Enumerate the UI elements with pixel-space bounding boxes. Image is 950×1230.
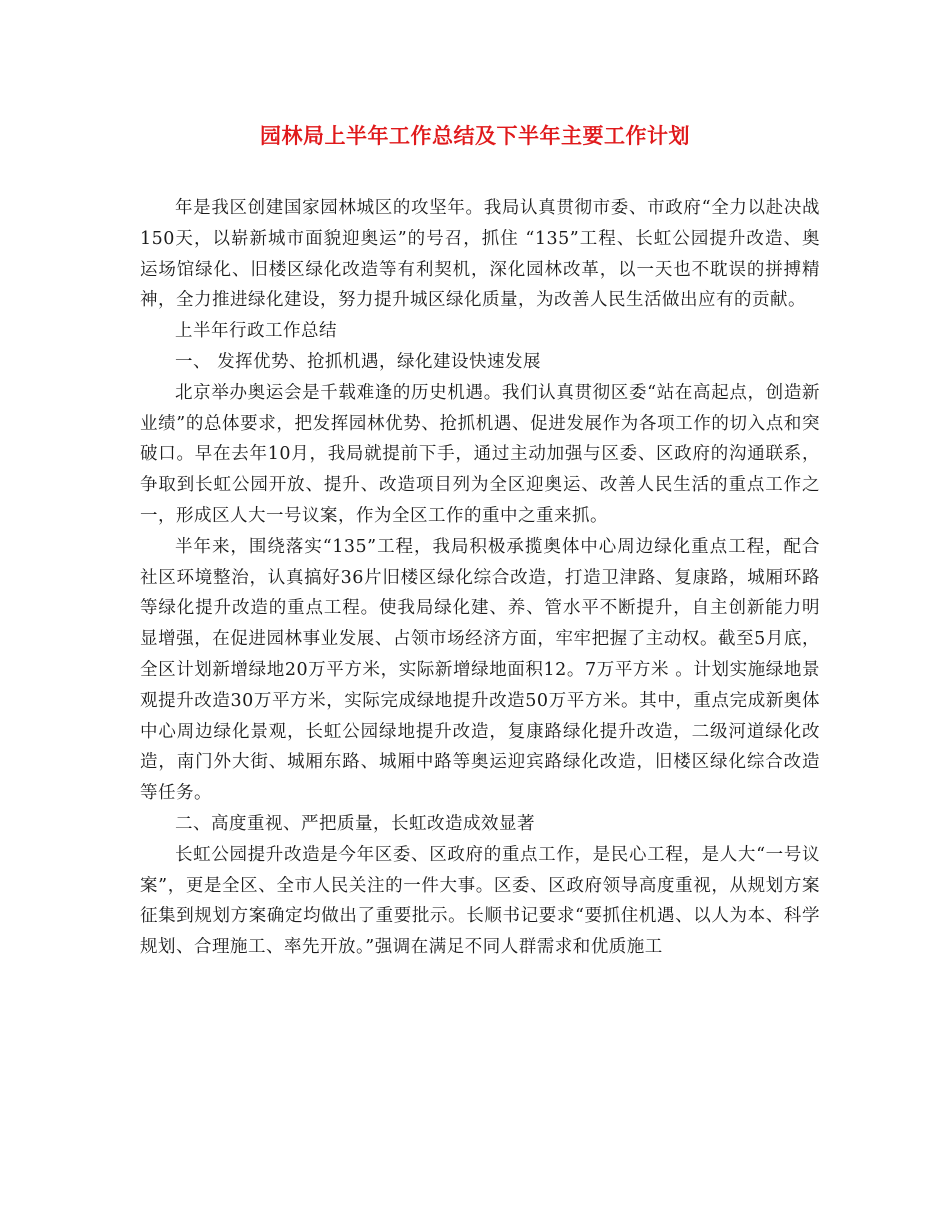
intro-paragraph: 年是我区创建国家园林城区的攻坚年。我局认真贯彻市委、市政府“全力以赴决战150天，以崭新城市面貌迎奥运”的号召，抓住 “135”工程、长虹公园提升改造、奥运场馆绿化、旧楼区绿化改造等有利契机，深化园林改革，以一天也不耽误的拼搏精神，全力推进绿化建设，努力提升城区绿化质量，为改善人民生活做出应有的贡献。: [140, 198, 820, 311]
body-paragraph: 北京举办奥运会是千载难逢的历史机遇。我们认真贯彻区委“站在高起点，创造新业绩”的总体要求，把发挥园林优势、抢抓机遇、促进发展作为各项工作的切入点和突破口。早在去年10月，我局就提前下手，通过主动加强与区委、区政府的沟通联系，争取到长虹公园开放、提升、改造项目列为全区迎奥运、改善人民生活的重点工作之一，形成区人大一号议案，作为全区工作的重中之重来抓。: [140, 382, 820, 526]
document-body: [140, 193, 820, 963]
body-paragraph: 长虹公园提升改造是今年区委、区政府的重点工作，是民心工程，是人大“一号议案”，更是全区、全市人民关注的一件大事。区委、区政府领导高度重视，从规划方案征集到规划方案确定均做出了重要批示。长顺书记要求“要抓住机遇、以人为本、科学规划、合理施工、率先开放。”强调在满足不同人群需求和优质施工: [140, 844, 820, 958]
section-heading: 上半年行政工作总结: [175, 321, 337, 342]
subsection-heading-1: 一、 发挥优势、抢抓机遇，绿化建设快速发展: [175, 351, 542, 372]
body-paragraph: 半年来，围绕落实“135”工程，我局积极承揽奥体中心周边绿化重点工程，配合社区环境整治，认真搞好36片旧楼区绿化综合改造，打造卫津路、复康路，城厢环路等绿化提升改造的重点工程。使我局绿化建、养、管水平不断提升，自主创新能力明显增强，在促进园林事业发展、占领市场经济方面，牢牢把握了主动权。截至5月底，全区计划新增绿地20万平方米，实际新增绿地面积12。7万平方米 。计划实施绿地景观提升改造30万平方米，实际完成绿地提升改造50万平方米。其中，重点完成新奥体中心周边绿化景观，长虹公园绿地提升改造，复康路绿化提升改造，二级河道绿化改造，南门外大街、城厢东路、城厢中路等奥运迎宾路绿化改造，旧楼区绿化综合改造等任务。: [140, 536, 820, 804]
subsection-heading-2: 二、高度重视、严把质量，长虹改造成效显著: [175, 813, 535, 834]
document-title: 园林局上半年工作总结及下半年主要工作计划: [260, 123, 690, 148]
